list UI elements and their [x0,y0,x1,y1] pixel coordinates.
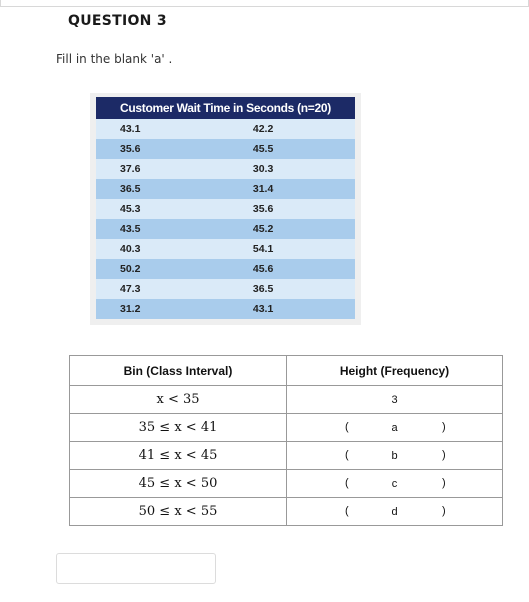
bin-interval: 35 ≤ x < 41 [70,414,287,442]
wait-time-cell: 43.1 [96,119,235,139]
close-paren: ) [442,449,446,461]
close-paren: ) [442,421,446,433]
table-row [96,139,355,159]
table-row [70,414,503,442]
table-row [70,470,503,498]
wait-time-cell: 47.3 [96,279,235,299]
wait-time-cell: 35.6 [96,139,235,159]
frequency-table [69,355,503,526]
wait-time-cell: 43.1 [235,299,355,319]
frequency-blank [287,414,503,442]
wait-time-cell: 42.2 [235,119,355,139]
blank-label: b [391,449,398,462]
bin-interval: 50 ≤ x < 55 [70,498,287,526]
wait-time-cell: 40.3 [96,239,235,259]
table-row [96,279,355,299]
frequency-blank [287,470,503,498]
close-paren: ) [442,505,446,517]
wait-time-table [96,97,355,319]
table-row [70,386,503,414]
question-prompt: Fill in the blank 'a' . [56,52,173,66]
table-row [96,199,355,219]
frequency-blank [287,498,503,526]
bin-column-header: Bin (Class Interval) [70,356,287,386]
open-paren: ( [345,421,349,433]
blank-label: d [391,505,398,518]
close-paren: ) [442,477,446,489]
table-row [96,179,355,199]
previous-question-frame [0,0,529,7]
height-column-header: Height (Frequency) [287,356,503,386]
wait-time-cell: 54.1 [235,239,355,259]
table-row [96,259,355,279]
open-paren: ( [345,477,349,489]
wait-time-cell: 45.5 [235,139,355,159]
wait-time-cell: 36.5 [96,179,235,199]
answer-input[interactable] [56,553,216,584]
wait-time-cell: 45.6 [235,259,355,279]
wait-time-cell: 45.2 [235,219,355,239]
wait-time-cell: 50.2 [96,259,235,279]
frequency-blank [287,442,503,470]
table-row [70,498,503,526]
table-row [96,119,355,139]
bin-interval: 45 ≤ x < 50 [70,470,287,498]
wait-time-cell: 37.6 [96,159,235,179]
table-row [96,219,355,239]
wait-time-cell: 35.6 [235,199,355,219]
open-paren: ( [345,505,349,517]
blank-label: a [391,421,398,434]
blank-label: c [391,477,398,490]
wait-time-table-header: Customer Wait Time in Seconds (n=20) [96,97,355,119]
wait-time-cell: 30.3 [235,159,355,179]
wait-time-cell: 31.4 [235,179,355,199]
table-row [96,299,355,319]
wait-time-cell: 45.3 [96,199,235,219]
table-row [70,442,503,470]
table-row [96,239,355,259]
frequency-value: 3 [287,386,503,414]
question-title: QUESTION 3 [68,13,167,29]
wait-time-cell: 36.5 [235,279,355,299]
bin-interval: x < 35 [70,386,287,414]
bin-interval: 41 ≤ x < 45 [70,442,287,470]
open-paren: ( [345,449,349,461]
table-row [96,159,355,179]
wait-time-cell: 43.5 [96,219,235,239]
wait-time-cell: 31.2 [96,299,235,319]
